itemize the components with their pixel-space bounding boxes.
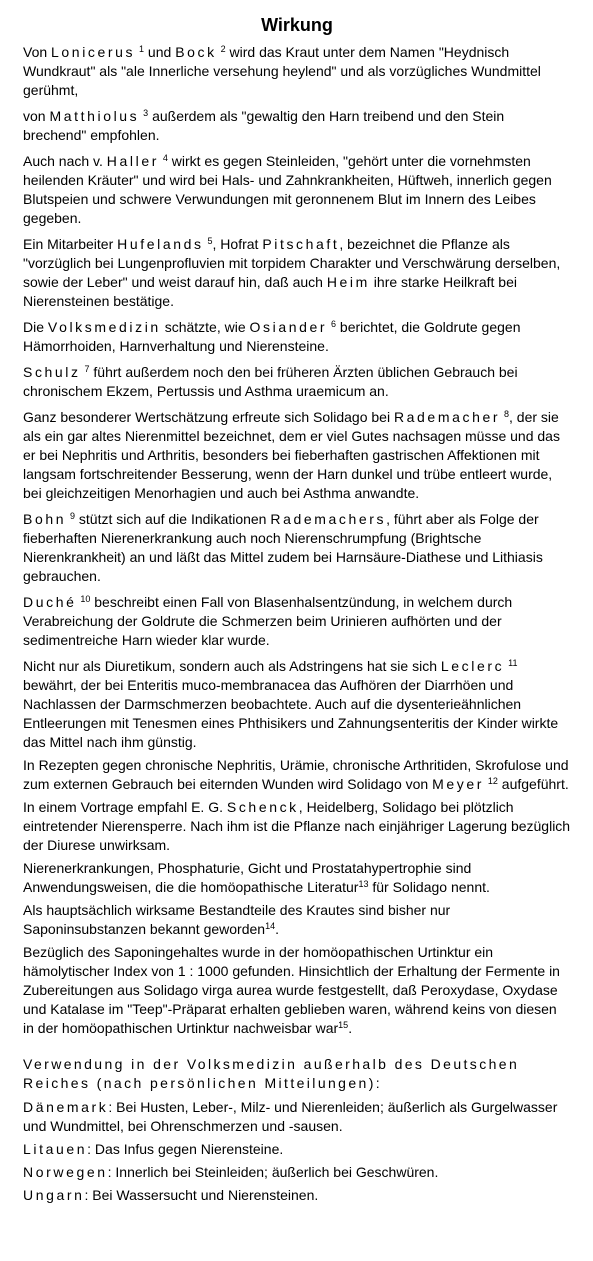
country-text: : Das Infus gegen Nierensteine. [87, 1141, 284, 1157]
footnote-marker: 11 [508, 658, 518, 668]
spaced-name: Schenck [226, 799, 299, 815]
footnote-marker: 2 [220, 44, 226, 54]
paragraph [23, 756, 571, 794]
spaced-name: Rademachers [270, 511, 387, 527]
text-run: In Rezepten gegen chronische Nephritis, Urämie, chronische Arthritiden, Skrofulose und zum externen Gebrauch bei eiternden Wunden wird Solidago von [23, 757, 569, 792]
spaced-name: Bohn [23, 511, 67, 527]
country-entry [23, 1140, 571, 1159]
country-list [23, 1098, 571, 1205]
footnote-marker: 13 [358, 879, 369, 889]
text-run: berichtet, die Goldrute gegen Hämorrhoiden, Harnverhaltung und Nierensteine. [23, 319, 521, 354]
text-run: Auch nach v. [23, 153, 107, 169]
footnote-marker: 15 [338, 1020, 349, 1030]
text-run: Bezüglich des Saponingehaltes wurde in der homöopathischen Urtinktur ein hämolytischer Index von 1 : 1000 gefunden. Hinsichtlich der Erhaltung der Fermente in Zubereitungen aus Solidago virga aurea wurde festgestellt, daß Peroxydase, Oxydase und Katalase im "Teep"-Präparat erhalten geblieben waren, während keins von diesen in der homöopathischen Urtinktur nachweisbar war [23, 944, 560, 1036]
text-run: Von [23, 44, 52, 60]
text-run: , der sie als ein gar altes Nierenmittel bezeichnet, dem er viel Gutes nachsagen müsse und das er bei Nephritis und Arthritis, besonders bei fieberhaften gastrischen Affektionen mit langsam fortschreitender Besserung, wenn der Harn dunkel und trübe entleert wurde, bei gleichzeitigen Menorhagien und auch bei Asthma anwandte. [23, 409, 560, 501]
text-run: stützt sich auf die Indikationen [75, 511, 271, 527]
country-name: Ungarn [23, 1187, 85, 1203]
spaced-name: Hufelands [117, 236, 204, 252]
text-run: ihre starke Heilkraft bei Nierensteinen bestätige. [23, 274, 517, 309]
country-text: : Innerlich bei Steinleiden; äußerlich bei Geschwüren. [107, 1164, 439, 1180]
spaced-name: Duché [23, 594, 77, 610]
country-text: : Bei Wassersucht und Nierensteinen. [84, 1187, 319, 1203]
paragraph [23, 510, 571, 586]
country-entry [23, 1163, 571, 1182]
text-run: für Solidago nennt. [368, 879, 490, 895]
spaced-name: Haller [106, 153, 159, 169]
footnote-marker: 6 [331, 319, 337, 329]
body-text [23, 43, 571, 1038]
country-name: Dänemark [23, 1099, 109, 1115]
spaced-name: Lonicerus [51, 44, 136, 60]
country-text: : Bei Husten, Leber-, Milz- und Nierenleiden; äußerlich als Gurgelwasser und Wundmittel, bei Ohrenschmerzen und -sausen. [23, 1099, 558, 1134]
text-run: und [144, 44, 176, 60]
footnote-marker: 4 [162, 153, 168, 163]
text-run: , Hofrat [212, 236, 263, 252]
text-run: bewährt, der bei Enteritis muco-membranacea das Aufhören der Diarrhöen und Nachlassen der Darmschmerzen beobachtete. Auch auf die dysenterieähnlichen Entleerungen mit Tenesmen eines Phthisikers und Zahnungsenteritis der Kinder wirkte das Mittel nach ihm günstig. [23, 677, 559, 750]
spaced-name: Schulz [23, 364, 81, 380]
text-run: Nicht nur als Diuretikum, sondern auch als Adstringens hat sie sich [23, 658, 441, 674]
footnote-marker: 14 [265, 921, 276, 931]
text-run: Nierenerkrankungen, Phosphaturie, Gicht und Prostatahypertrophie sind Anwendungsweisen, die die homöopathische Literatur [23, 860, 472, 895]
spaced-name: Osiander [249, 319, 328, 335]
footnote-marker: 8 [504, 409, 510, 419]
paragraph [23, 43, 571, 100]
paragraph [23, 901, 571, 939]
spaced-name: Matthiolus [49, 108, 140, 124]
text-run: außerdem als "gewaltig den Harn treibend und den Stein brechend" empfohlen. [23, 108, 505, 143]
paragraph [23, 859, 571, 897]
text-run: beschreibt einen Fall von Blasenhalsentzündung, in welchem durch Verabreichung der Goldrute die Schmerzen beim Urinieren aufhörten und der sedimentreiche Harn wieder klar wurde. [23, 594, 513, 648]
footnote-marker: 10 [80, 594, 91, 604]
spaced-name: Volksmedizin [47, 319, 161, 335]
spaced-name: Rademacher [393, 409, 501, 425]
paragraph [23, 657, 571, 752]
text-run: , bezeichnet die Pflanze als "vorzüglich bei Lungenprofluvien mit torpidem Charakter und Verschwärung derselben, sowie der Leber" und weist darauf hin, daß auch [23, 236, 561, 290]
spaced-name: Bock [175, 44, 217, 60]
spaced-name: Pitschaft [262, 236, 340, 252]
footnote-marker: 12 [487, 776, 498, 786]
spaced-name: Heim [326, 274, 370, 290]
footnote-marker: 5 [207, 236, 213, 246]
text-run: wird das Kraut unter dem Namen "Heydnisch Wundkraut" als "ale Innerliche versehung heylend" und als vorzügliches Wundmittel gerühmt, [23, 44, 541, 98]
folk-medicine-heading: Verwendung in der Volksmedizin außerhalb des Deutschen Reiches (nach persönlichen Mitteilungen): [23, 1056, 520, 1091]
text-run: . [348, 1020, 353, 1036]
text-run: aufgeführt. [497, 776, 569, 792]
paragraph [23, 798, 571, 855]
paragraph [23, 943, 571, 1038]
text-run: Als hauptsächlich wirksame Bestandteile des Krautes sind bisher nur Saponinsubstanzen bekannt geworden [23, 902, 451, 937]
paragraph [23, 235, 571, 311]
text-run: . [275, 921, 279, 937]
text-run: In einem Vortrage empfahl E. G. [23, 799, 227, 815]
text-run: von [23, 108, 50, 124]
page-title: Wirkung [261, 15, 333, 35]
paragraph [23, 318, 571, 356]
text-run: Ein Mitarbeiter [23, 236, 118, 252]
paragraph [23, 408, 571, 503]
spaced-name: Leclerc [440, 658, 505, 674]
paragraph [23, 593, 571, 650]
text-run: führt außerdem noch den bei früheren Ärzten üblichen Gebrauch bei chronischem Ekzem, Pertussis und Asthma uraemicum an. [23, 364, 518, 399]
text-run: Ganz besonderer Wertschätzung erfreute sich Solidago bei [23, 409, 394, 425]
country-name: Litauen [23, 1141, 88, 1157]
text-run: , führt aber als Folge der fieberhaften Nierenerkrankung auch noch Nierenschrumpfung (Brightsche Nierenkrankheit) an und läßt das Mittel zudem bei Harnsäure-Diathese und Lithiasis gebrauchen. [23, 511, 543, 584]
country-entry [23, 1098, 571, 1136]
text-run: schätzte, wie [160, 319, 250, 335]
text-run: wirkt es gegen Steinleiden, "gehört unter die vornehmsten heilenden Kräuter" und wird bei Hals- und Zahnkrankheiten, Hüftweh, innerlich gegen Blutspeien und schwere Verwundungen mit geronnenem Blut im Innern des Leibes gegeben. [23, 153, 552, 226]
spaced-name: Meyer [432, 776, 485, 792]
country-name: Norwegen [23, 1164, 108, 1180]
text-run: , Heidelberg, Solidago bei plötzlich eintretender Nierensperre. Nach ihm ist die Pflanze nach einjähriger Lagerung bezüglich der Diurese unwirksam. [23, 799, 571, 853]
country-entry [23, 1186, 571, 1205]
footnote-marker: 9 [70, 511, 76, 521]
text-run: Die [23, 319, 48, 335]
paragraph [23, 363, 571, 401]
footnote-marker: 1 [139, 44, 145, 54]
footnote-marker: 3 [143, 108, 149, 118]
footnote-marker: 7 [84, 364, 90, 374]
paragraph [23, 107, 571, 145]
paragraph [23, 152, 571, 228]
